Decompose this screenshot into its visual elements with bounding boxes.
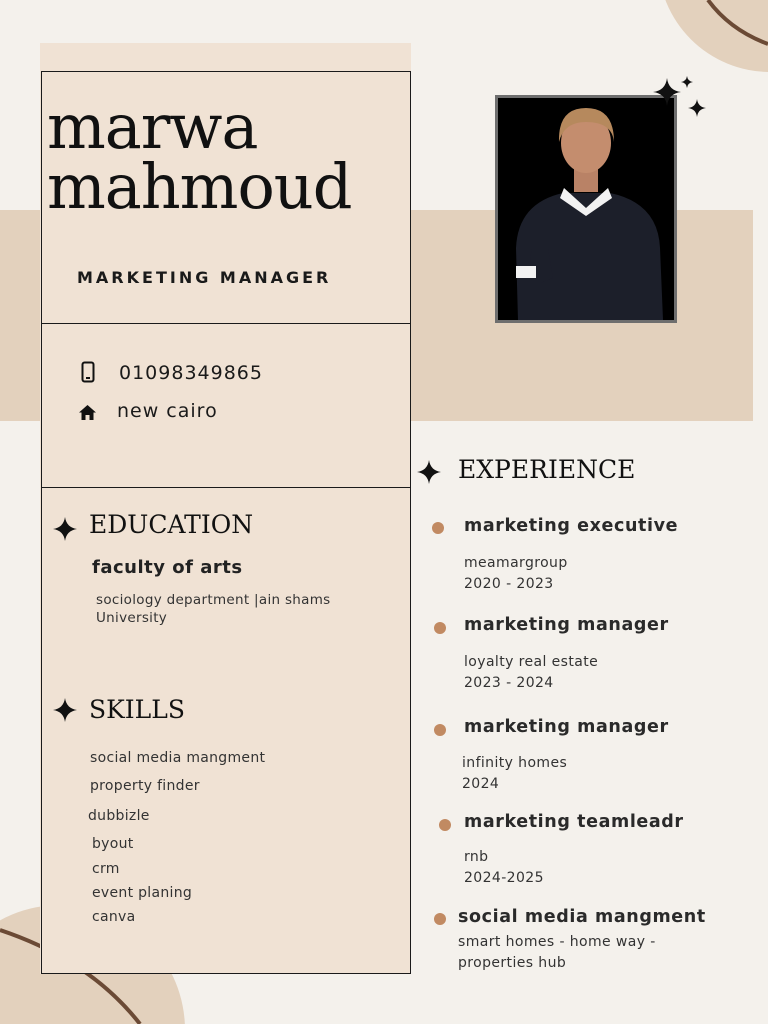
location: new cairo <box>117 400 218 422</box>
timeline-dot <box>434 622 446 634</box>
panel-border-right <box>410 71 411 974</box>
experience-role: marketing executive <box>464 516 679 536</box>
experience-years: 2024-2025 <box>464 870 544 886</box>
timeline-dot <box>432 522 444 534</box>
experience-years: 2024 <box>462 776 500 792</box>
education-detail-line2: University <box>96 610 168 626</box>
panel-border-bottom <box>41 973 411 974</box>
skills-heading: SKILLS <box>89 695 186 724</box>
profile-photo <box>495 95 677 323</box>
last-name: mahmoud <box>47 150 352 223</box>
experience-years: 2020 - 2023 <box>464 576 554 592</box>
skill-item: property finder <box>90 778 200 794</box>
experience-company: smart homes - home way - <box>458 934 656 950</box>
divider-2 <box>41 487 411 488</box>
phone-number: 01098349865 <box>119 362 263 384</box>
experience-years: 2023 - 2024 <box>464 675 554 691</box>
experience-heading: EXPERIENCE <box>458 455 636 484</box>
job-title: MARKETING MANAGER <box>77 268 332 287</box>
sparkle-icon <box>53 698 77 722</box>
experience-company: meamargroup <box>464 555 568 571</box>
sparkle-icon <box>53 517 77 541</box>
skill-item: byout <box>92 836 134 852</box>
experience-company-cont: properties hub <box>458 955 567 971</box>
sparkle-icon <box>417 460 441 484</box>
skill-item: crm <box>92 861 120 877</box>
experience-company: rnb <box>464 849 489 865</box>
experience-role: marketing manager <box>464 717 669 737</box>
experience-role: marketing teamleadr <box>464 812 684 832</box>
person-silhouette <box>498 98 674 320</box>
divider-1 <box>41 323 411 324</box>
skill-item: canva <box>92 909 136 925</box>
home-icon <box>79 405 96 420</box>
skill-item: dubbizle <box>88 808 150 824</box>
panel-border-top <box>41 71 411 72</box>
phone-icon <box>81 361 95 383</box>
timeline-dot <box>434 724 446 736</box>
education-title: faculty of arts <box>92 557 243 578</box>
skill-item: social media mangment <box>90 750 266 766</box>
timeline-dot <box>434 913 446 925</box>
panel-border-left <box>41 71 42 974</box>
experience-role: social media mangment <box>458 907 706 927</box>
experience-role: marketing manager <box>464 615 669 635</box>
experience-company: loyalty real estate <box>464 654 599 670</box>
skill-item: event planing <box>92 885 193 901</box>
sparkle-cluster-icon <box>650 72 710 122</box>
first-name: marwa <box>47 90 258 163</box>
education-heading: EDUCATION <box>89 510 254 539</box>
education-detail-line1: sociology department |ain shams <box>96 592 331 608</box>
experience-company: infinity homes <box>462 755 568 771</box>
timeline-dot <box>439 819 451 831</box>
